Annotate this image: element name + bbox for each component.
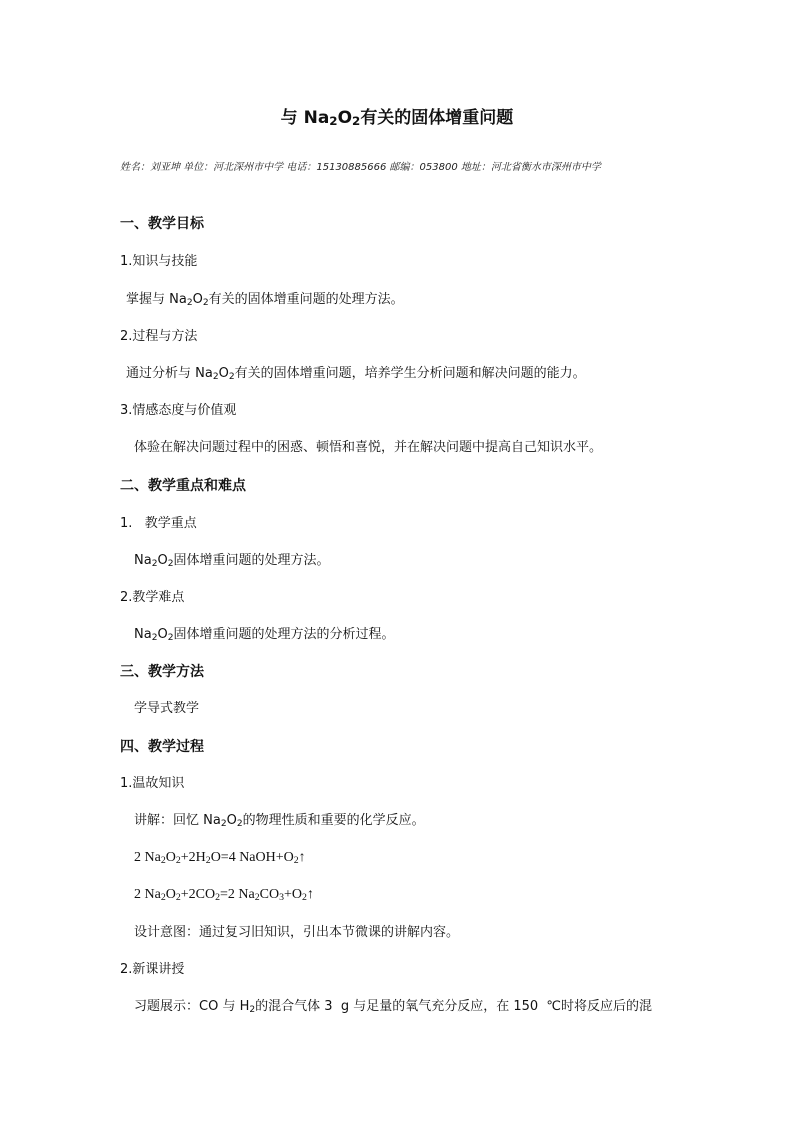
section-heading-methods: 三、教学方法: [120, 664, 204, 680]
equation-water-reaction: 2 $Na_2O_2+2H_2O=4$ $NaOH+O_2↑$: [134, 850, 306, 866]
author-info: 姓名：刘亚坤 单位：河北深州市中学 电话：15130885666 邮编：053800 地址：河北省衡水市深州市中学: [120, 162, 601, 173]
paragraph-attitude-values: 体验在解决问题过程中的困惑、顿悟和喜悦，并在解决问题中提高自己知识水平。: [134, 440, 603, 455]
document-title: 与 $Na_2O_2$有关的固体增重问题: [280, 108, 514, 128]
subheading-attitude-values: 3.情感态度与价值观: [120, 403, 237, 418]
section-heading-objectives: 一、教学目标: [120, 216, 204, 232]
paragraph-exercise: 习题展示：CO 与 $H_2$的混合气体 3 g 与足量的氧气充分反应，在 150 ℃时将反应后的混: [134, 999, 653, 1015]
subheading-difficult-point: 2.教学难点: [120, 590, 185, 605]
section-heading-key-points: 二、教学重点和难点: [120, 478, 246, 494]
subheading-review: 1.温故知识: [120, 776, 185, 791]
paragraph-knowledge-skills: 掌握与 $Na_2O_2$有关的固体增重问题的处理方法。: [126, 292, 404, 308]
equation-co2-reaction: 2 $Na_2O_2+2CO_2=2$ $Na_2CO_3+O_2↑$: [134, 887, 314, 903]
paragraph-review: 讲解：回忆 $Na_2O_2$的物理性质和重要的化学反应。: [134, 813, 425, 829]
section-heading-process: 四、教学过程: [120, 739, 204, 755]
paragraph-key-point: $Na_2O_2$固体增重问题的处理方法。: [134, 553, 330, 569]
paragraph-methods: 学导式教学: [134, 701, 200, 716]
subheading-process-method: 2.过程与方法: [120, 329, 198, 344]
subheading-new-lesson: 2.新课讲授: [120, 962, 185, 977]
paragraph-design-intent: 设计意图：通过复习旧知识，引出本节微课的讲解内容。: [134, 925, 460, 940]
paragraph-difficult-point: $Na_2O_2$固体增重问题的处理方法的分析过程。: [134, 627, 395, 643]
subheading-knowledge-skills: 1.知识与技能: [120, 254, 198, 269]
subheading-key-point: 1. 教学重点: [120, 516, 197, 531]
paragraph-process-method: 通过分析与 $Na_2O_2$有关的固体增重问题，培养学生分析问题和解决问题的能力。: [126, 366, 586, 382]
